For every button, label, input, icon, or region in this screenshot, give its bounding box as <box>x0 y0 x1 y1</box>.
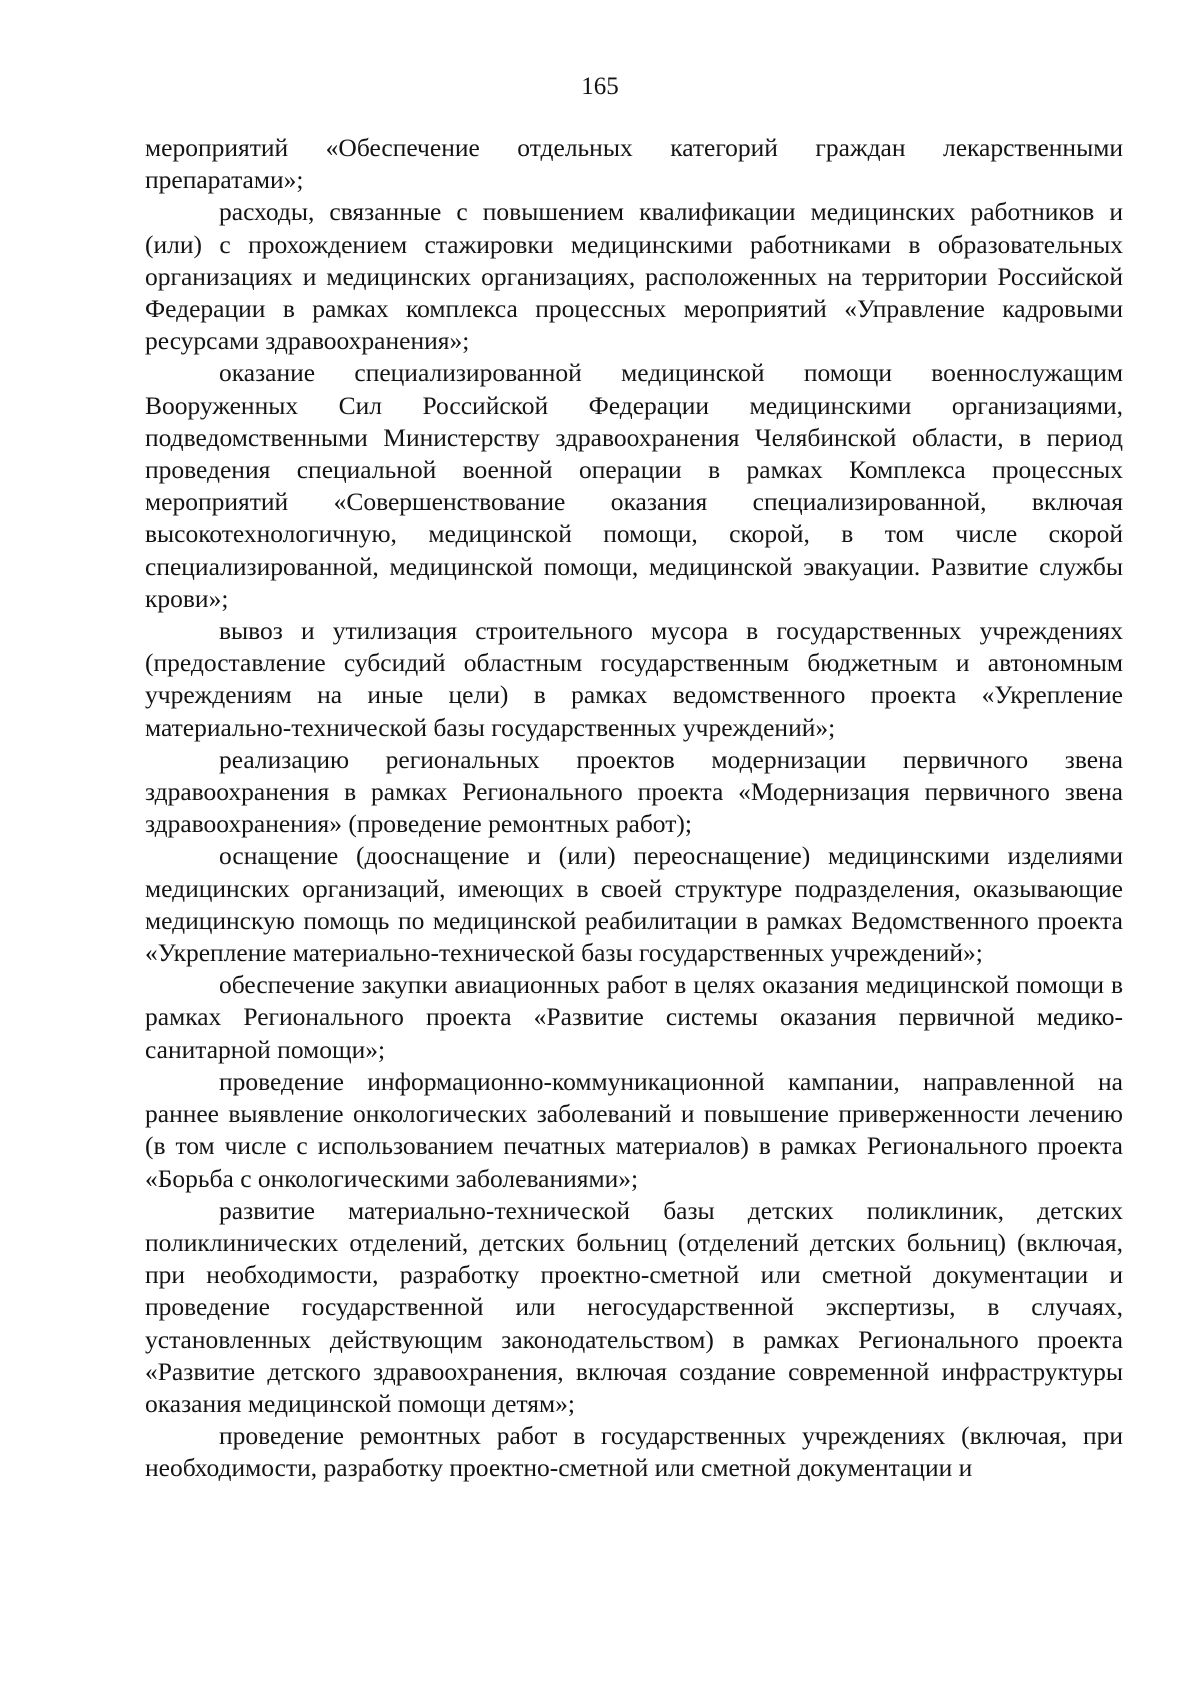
paragraph: обеспечение закупки авиационных работ в целях оказания медицинской помощи в рамках Регионального проекта «Развитие системы оказания первичной медико-санитарной помощи»; <box>145 970 1123 1064</box>
paragraph: реализацию региональных проектов модернизации первичного звена здравоохранения в рамках Регионального проекта «Модернизация первичного звена здравоохранения» (проведение ремонтных работ); <box>145 744 1123 839</box>
paragraph: проведение информационно-коммуникационной кампании, направленной на раннее выявление онкологических заболеваний и повышение приверженности лечению (в том числе с использованием печатных материалов) в рамках Регионального проекта «Борьба с онкологическими заболеваниями»; <box>145 1066 1123 1193</box>
paragraph: оказание специализированной медицинской помощи военнослужащим Вооруженных Сил Российской Федерации медицинскими организациями, подведомственными Министерству здравоохранения Челябинской области, в период проведения специальной военной операции в рамках Комплекса процессных мероприятий «Совершенствование оказания специализированной, включая высокотехнологичную, медицинской помощи, скорой, в том числе скорой специализированной, медицинской помощи, медицинской эвакуации. Развитие службы крови»; <box>145 358 1123 613</box>
paragraph: вывоз и утилизация строительного мусора в государственных учреждениях (предоставление субсидий областным государственным бюджетным и автономным учреждениям на иные цели) в рамках ведомственного проекта «Укрепление материально-технической базы государственных учреждений»; <box>145 616 1123 742</box>
page-number: 165 <box>581 73 619 100</box>
paragraph: расходы, связанные с повышением квалификации медицинских работников и (или) с прохождением стажировки медицинскими работниками в образовательных организациях и медицинских организациях, расположенных на территории Российской Федерации в рамках комплекса процессных мероприятий «Управление кадровыми ресурсами здравоохранения»; <box>145 197 1123 356</box>
paragraph: оснащение (дооснащение и (или) переоснащение) медицинскими изделиями медицинских организаций, имеющих в своей структуре подразделения, оказывающие медицинскую помощь по медицинской реабилитации в рамках Ведомственного проекта «Укрепление материально-технической базы государственных учреждений»; <box>145 841 1123 968</box>
paragraph-continuation: мероприятий «Обеспечение отдельных категорий граждан лекарственными препаратами»; <box>145 133 1123 195</box>
paragraph: проведение ремонтных работ в государственных учреждениях (включая, при необходимости, разработку проектно-сметной или сметной документации и <box>145 1421 1123 1483</box>
document-body <box>145 132 1123 1485</box>
paragraph: развитие материально-технической базы детских поликлиник, детских поликлинических отделений, детских больниц (отделений детских больниц) (включая, при необходимости, разработку проектно-сметной или сметной документации и проведение государственной или негосударственной экспертизы, в случаях, установленных действующим законодательством) в рамках Регионального проекта «Развитие детского здравоохранения, включая создание современной инфраструктуры оказания медицинской помощи детям»; <box>145 1195 1123 1418</box>
